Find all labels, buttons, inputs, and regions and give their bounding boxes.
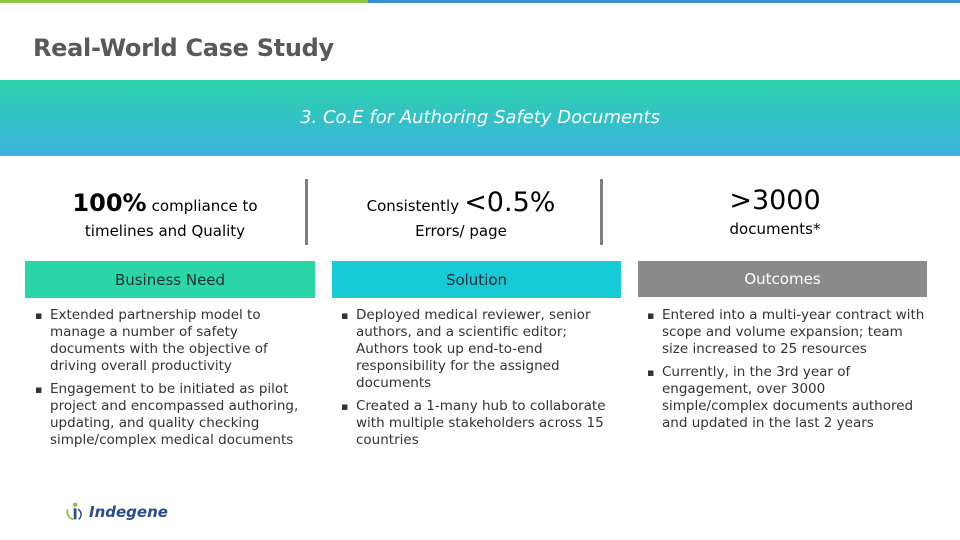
stat-compliance-value: 100% [72,189,147,217]
business-need-list [32,307,302,455]
list-item: ▪ Extended partnership model to manage a number of safety documents with the objective of driving overall productivity [32,307,302,375]
indegene-logo-icon [65,501,87,523]
top-accent-bar-green [0,0,368,3]
header-solution: Solution [332,261,621,298]
list-item: ▪ Created a 1-many hub to collaborate with multiple stakeholders across 15 countries [338,398,610,449]
list-item: ▪ Entered into a multi-year contract with scope and volume expansion; team size increased to 25 resources [644,307,926,358]
section-banner [0,80,960,156]
banner-text: 3. Co.E for Authoring Safety Documents [300,107,660,128]
stat-errors-value: <0.5% [464,187,556,218]
top-accent-bar-blue [368,0,960,3]
outcomes-list [644,307,926,438]
stat-compliance-label: compliance to [151,197,258,215]
indegene-logo [65,500,168,524]
stat-compliance [40,188,290,241]
stat-documents-value: >3000 [729,185,821,216]
stat-errors-label: Errors/ page [415,222,507,240]
list-item: ▪ Currently, in the 3rd year of engagement, over 3000 simple/complex documents authored and updated in the last 2 years [644,364,926,432]
stat-divider [600,179,603,245]
solution-list [338,307,610,455]
stat-documents [650,186,900,239]
header-business-need: Business Need [25,261,315,298]
header-outcomes: Outcomes [638,261,927,297]
stat-compliance-sublabel: timelines and Quality [84,222,246,240]
logo-text: Indegene [89,503,168,521]
list-item: ▪ Engagement to be initiated as pilot project and encompassed authoring, updating, and quality checking simple/complex medical documents [32,381,302,449]
stat-documents-label: documents* [729,220,821,238]
stat-errors [336,188,586,241]
list-item: ▪ Deployed medical reviewer, senior authors, and a scientific editor; Authors took up end-to-end responsibility for the assigned documents [338,307,610,392]
stat-divider [305,179,308,245]
stat-errors-prefix: Consistently [366,197,460,215]
page-title: Real-World Case Study [33,34,334,62]
